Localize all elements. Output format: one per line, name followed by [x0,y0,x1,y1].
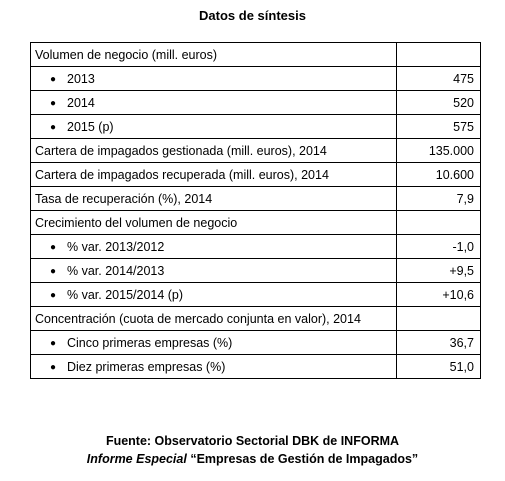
row-label-cell [31,67,397,91]
bullet-icon: ● [50,97,57,109]
page-title: Datos de síntesis [199,8,306,23]
bullet-icon: ● [50,337,57,349]
row-label-cell [31,91,397,115]
row-label-cell [31,211,397,235]
row-label: % var. 2013/2012 [67,239,165,254]
row-value-cell [397,187,481,211]
row-label: Cartera de impagados gestionada (mill. euros), 2014 [35,143,327,158]
row-label: 2013 [67,71,95,86]
table-row [31,307,481,331]
row-value-cell [397,91,481,115]
row-value-cell [397,331,481,355]
bullet-icon: ● [50,289,57,301]
table-row [31,43,481,67]
row-value-cell [397,139,481,163]
table-row [31,139,481,163]
row-value: 7,9 [456,191,474,206]
row-label: Cinco primeras empresas (%) [67,335,233,350]
row-label-cell [31,355,397,379]
table-row [31,187,481,211]
row-label: 2014 [67,95,95,110]
bullet-icon: ● [50,73,57,85]
row-label-cell [31,331,397,355]
report-type: Informe Especial [86,452,187,466]
row-label: Cartera de impagados recuperada (mill. euros), 2014 [35,167,329,182]
row-label: Volumen de negocio (mill. euros) [35,47,218,62]
row-label: % var. 2014/2013 [67,263,165,278]
row-label-cell [31,235,397,259]
row-value: 135.000 [428,143,474,158]
row-value-cell [397,355,481,379]
report-title: “Empresas de Gestión de Impagados” [190,452,419,466]
row-label: 2015 (p) [67,119,114,134]
bullet-icon: ● [50,361,57,373]
row-value-cell [397,115,481,139]
row-value-cell [397,259,481,283]
summary-table-body [31,43,481,379]
row-value-cell [397,43,481,67]
row-label-cell [31,307,397,331]
row-value: 51,0 [449,359,474,374]
row-label: Concentración (cuota de mercado conjunta en valor), 2014 [35,311,361,326]
row-value: 475 [453,71,474,86]
row-label: % var. 2015/2014 (p) [67,287,184,302]
row-value: 10.600 [435,167,474,182]
row-value-cell [397,67,481,91]
source-caption: Fuente: Observatorio Sectorial DBK de INFORMA [105,434,400,448]
row-value: +9,5 [449,263,474,278]
row-label-cell [31,187,397,211]
row-value: 36,7 [449,335,474,350]
table-row [31,259,481,283]
bullet-icon: ● [50,121,57,133]
row-label-cell [31,139,397,163]
row-label-cell [31,259,397,283]
row-label-cell [31,283,397,307]
row-value: 520 [453,95,474,110]
row-label-cell [31,43,397,67]
table-row [31,211,481,235]
row-label: Crecimiento del volumen de negocio [35,215,238,230]
row-label-cell [31,163,397,187]
summary-table [30,42,481,379]
table-row [31,67,481,91]
row-value-cell [397,163,481,187]
table-row [31,91,481,115]
row-label: Tasa de recuperación (%), 2014 [35,191,213,206]
row-label-cell [31,115,397,139]
table-row [31,115,481,139]
row-value: -1,0 [452,239,474,254]
table-row [31,235,481,259]
row-label: Diez primeras empresas (%) [67,359,226,374]
table-row [31,331,481,355]
row-value: 575 [453,119,474,134]
row-value-cell [397,283,481,307]
table-row [31,355,481,379]
table-row [31,163,481,187]
row-value-cell [397,211,481,235]
row-value: +10,6 [442,287,474,302]
row-value-cell [397,307,481,331]
report-caption [0,450,505,468]
row-value-cell [397,235,481,259]
bullet-icon: ● [50,265,57,277]
table-row [31,283,481,307]
bullet-icon: ● [50,241,57,253]
